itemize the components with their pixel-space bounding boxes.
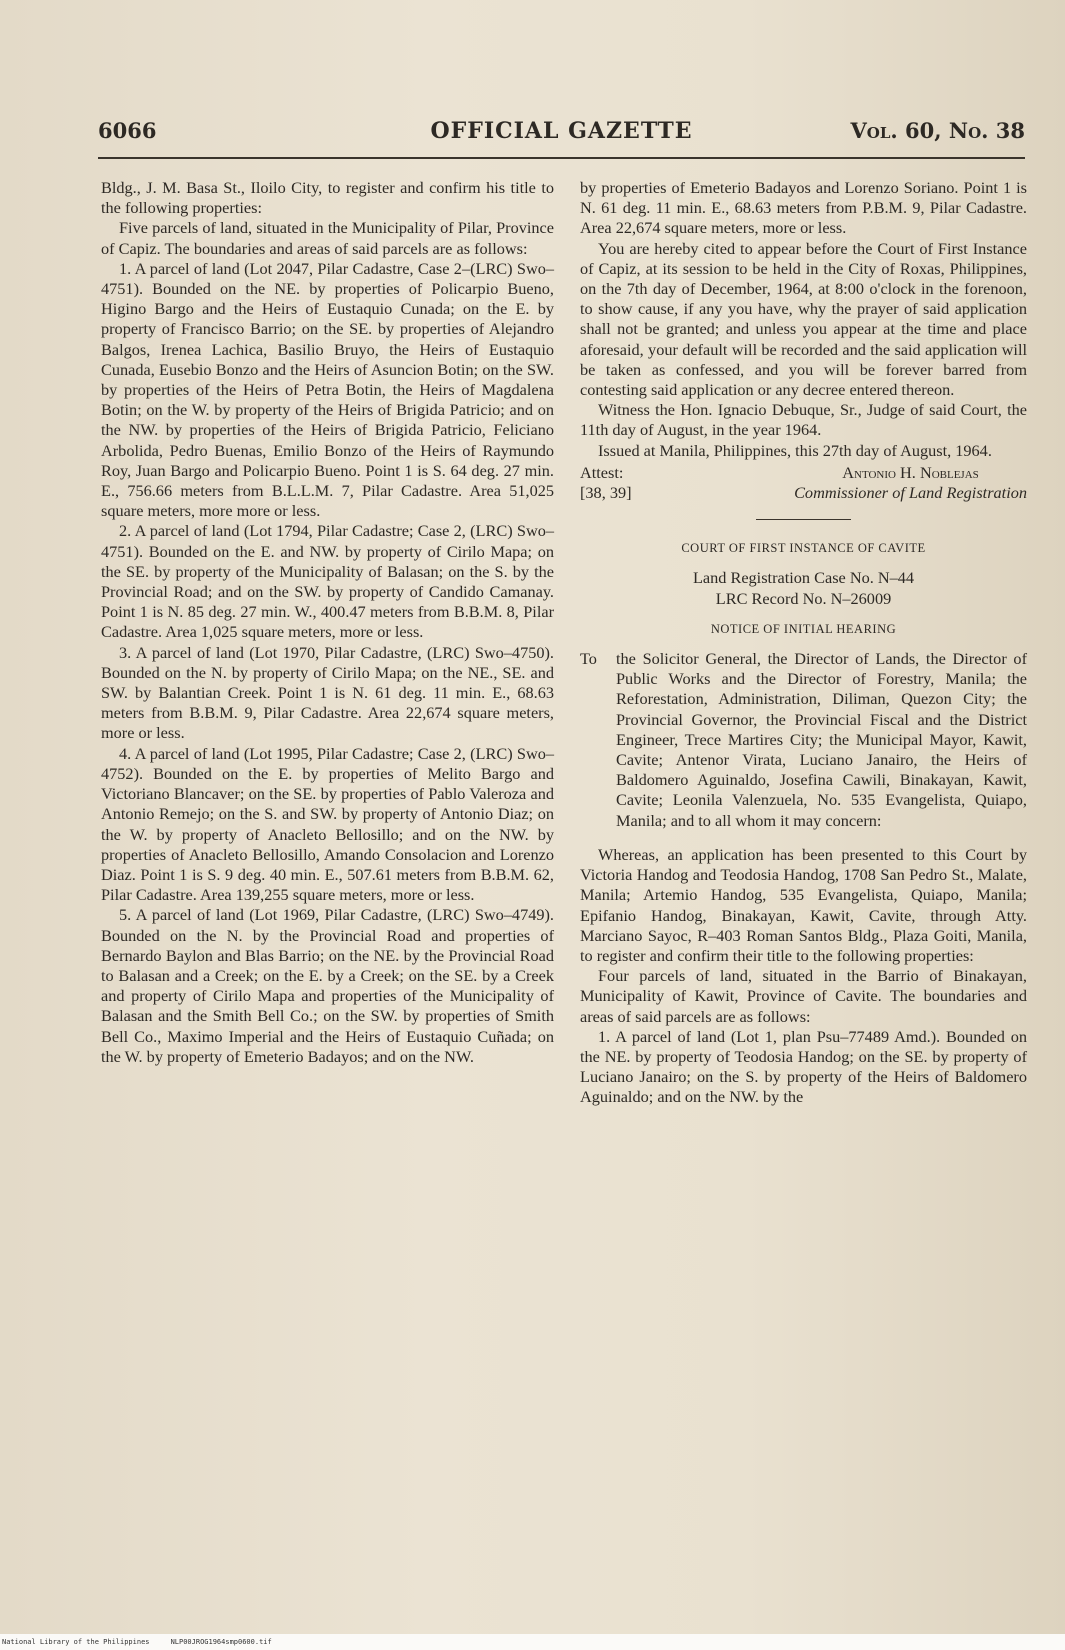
- attest-right: [794, 463, 1027, 503]
- case-number: Land Registration Case No. N–44: [692, 568, 915, 588]
- notice-heading: NOTICE OF INITIAL HEARING: [710, 621, 897, 636]
- header-rule: [98, 157, 1025, 159]
- parcel-1: 1. A parcel of land (Lot 2047, Pilar Cadastre, Case 2–(LRC) Swo–4751). Bounded on the NE. by properties of Policarpio Bueno, Higino Bargo and the Heirs of Eustaquio Cunada; on the E. by property of Francisco Barrio; on the SE. by properties of Alejandro Balgos, Irenea Lachica, Basilio Bruyo, the Heirs of Eustaquio Cunada, Eusebio Bonzo and the Heirs of Asuncion Botin; on the SW. by properties of the Heirs of Petra Botin, the Heirs of Magdalena Botin; on the W. by property of the Heirs of Brigida Patricio; and on the NW. by properties of the Heirs of Brigida Patricio, Feliciano Arbolida, Pedro Buenas, Emilio Bonzo of the Heirs of Raymundo Roy, Juan Bargo and Policarpio Bueno. Point 1 is S. 64 deg. 27 min. E., 756.66 meters from B.L.L.M. 7, Pilar Cadastre. Area 51,025 square meters, more more or less.: [101, 258, 554, 521]
- attestation: [580, 463, 1027, 503]
- paragraph: by properties of Emeterio Badayos and Lorenzo Soriano. Point 1 is N. 61 deg. 11 min. E., 68.63 meters from P.B.M. 9, Pilar Cadastre. Area 22,674 square meters, more or less.: [580, 178, 1027, 238]
- parcel-2: 2. A parcel of land (Lot 1794, Pilar Cadastre; Case 2, (LRC) Swo–4751). Bounded on the E. and NW. by property of Cirilo Mapa; on the SE. by property of the Municipality of Balasan; on the S. by the Provincial Road; and on the SW. by property of Candido Camanay. Point 1 is N. 85 deg. 27 min. W., 400.47 meters from B.B.M. 8, Pilar Cadastre. Area 1,025 square meters, more or less.: [101, 521, 554, 642]
- paragraph: You are hereby cited to appear before the Court of First Instance of Capiz, at its session to be held in the City of Roxas, Philippines, on the 7th day of December, 1964, at 8:00 o'clock in the forenoon, to show cause, if any you have, why the prayer of said application shall not be granted; and unless you appear at the time and place aforesaid, your default will be recorded and the said application will be taken as confessed, and you will be forever barred from contesting said application or any decree entered thereon.: [580, 238, 1027, 400]
- paragraph: Five parcels of land, situated in the Municipality of Pilar, Province of Capiz. The boundaries and areas of said parcels are as follows:: [101, 218, 554, 258]
- right-column: [580, 178, 1027, 1108]
- attest-label: Attest:: [580, 462, 624, 482]
- addressees: [580, 649, 1027, 831]
- parcel-4: 4. A parcel of land (Lot 1995, Pilar Cadastre; Case 2, (LRC) Swo–4752). Bounded on the E. by properties of Melito Bargo and Victoriano Blancaver; on the SE. by properties of Pablo Valeroza and Antonio Remejo; on the S. and SW. by property of Antonio Diaz; on the W. by property of Anacleto Bellosillo; and on the NW. by properties of Anacleto Bellosillo, Amando Consolacion and Lorenzo Diaz. Point 1 is S. 9 deg. 40 min. E., 507.61 meters from B.B.M. 62, Pilar Cadastre. Area 139,255 square meters, more or less.: [101, 743, 554, 905]
- record-number: LRC Record No. N–26009: [715, 588, 892, 608]
- page-number: 6066: [98, 118, 157, 143]
- signatory-title: Commissioner of Land Registration: [794, 483, 1027, 503]
- left-column: [101, 178, 554, 1067]
- paragraph: Four parcels of land, situated in the Barrio of Binakayan, Municipality of Kawit, Province of Cavite. The boundaries and areas of said parcels are as follows:: [580, 966, 1027, 1026]
- publication-title: OFFICIAL GAZETTE: [430, 118, 693, 144]
- attest-left: [580, 463, 632, 503]
- scan-footer: National Library of the Philippines NLP00JROG1964smp0600.tif: [2, 1638, 272, 1646]
- paragraph: Whereas, an application has been presented to this Court by Victoria Handog and Teodosia Handog, 1708 San Pedro St., Malate, Manila; Artemio Handog, 535 Evangelista, Quiapo, Manila; Epifanio Handog, Binakayan, Kawit, Cavite, through Atty. Marciano Sayoc, R–403 Roman Santos Bldg., Plaza Goiti, Manila, to register and confirm their title to the following properties:: [580, 844, 1027, 965]
- page-header: [98, 118, 1025, 148]
- parcel-1: 1. A parcel of land (Lot 1, plan Psu–77489 Amd.). Bounded on the NE. by property of Teodosia Handog; on the SE. by property of Luciano Janairo; on the S. by property of the Heirs of Baldomero Aguinaldo; and on the NW. by the: [580, 1026, 1027, 1107]
- parcel-3: 3. A parcel of land (Lot 1970, Pilar Cadastre, (LRC) Swo–4750). Bounded on the N. by property of Cirilo Mapa; on the NE., SE. and SW. by Balantian Creek. Point 1 is N. 61 deg. 11 min. E., 68.63 meters from B.B.M. 9, Pilar Cadastre. Area 22,674 square meters, more or less.: [101, 642, 554, 743]
- section-divider: [756, 519, 851, 520]
- addressee-list: the Solicitor General, the Director of Lands, the Director of Public Works and the Director of Forestry, Manila; the Reforestation, Administration, Diliman, Quezon City; the Provincial Governor, the Provincial Fiscal and the District Engineer, Trece Martires City; the Municipal Mayor, Kawit, Cavite; Antenor Virata, Luciano Janairo, the Heirs of Baldomero Aguinaldo, Josefina Cawili, Binakayan, Kawit, Cavite; Leonila Valenzuela, No. 535 Evangelista, Quiapo, Manila; and to all whom it may concern:: [616, 649, 1027, 830]
- attest-ref: [38, 39]: [580, 483, 632, 503]
- volume-number: Vol. 60, No. 38: [850, 118, 1025, 143]
- paragraph: Witness the Hon. Ignacio Debuque, Sr., Judge of said Court, the 11th day of August, in the year 1964.: [580, 400, 1027, 440]
- parcel-5: 5. A parcel of land (Lot 1969, Pilar Cadastre, (LRC) Swo–4749). Bounded on the N. by the Provincial Road and properties of Bernardo Baylon and Blas Barrio; on the NE. by the Provincial Road to Balasan and a Creek; on the E. by a Creek; on the SE. by a Creek and property of Cirilo Mapa and properties of the Municipality of Balasan and the Smith Bell Co.; on the SW. by properties of Smith Bell Co., Maximo Imperial and the Heirs of Eustaquio Cuñada; on the W. by property of Emeterio Badayos; and on the NW.: [101, 905, 554, 1066]
- paragraph: Bldg., J. M. Basa St., Iloilo City, to register and confirm his title to the following properties:: [101, 178, 554, 218]
- court-heading: COURT OF FIRST INSTANCE OF CAVITE: [681, 541, 926, 556]
- to-label: To: [580, 649, 597, 669]
- paragraph: Issued at Manila, Philippines, this 27th day of August, 1964.: [598, 440, 992, 460]
- signatory-name: Antonio H. Noblejas: [842, 462, 979, 482]
